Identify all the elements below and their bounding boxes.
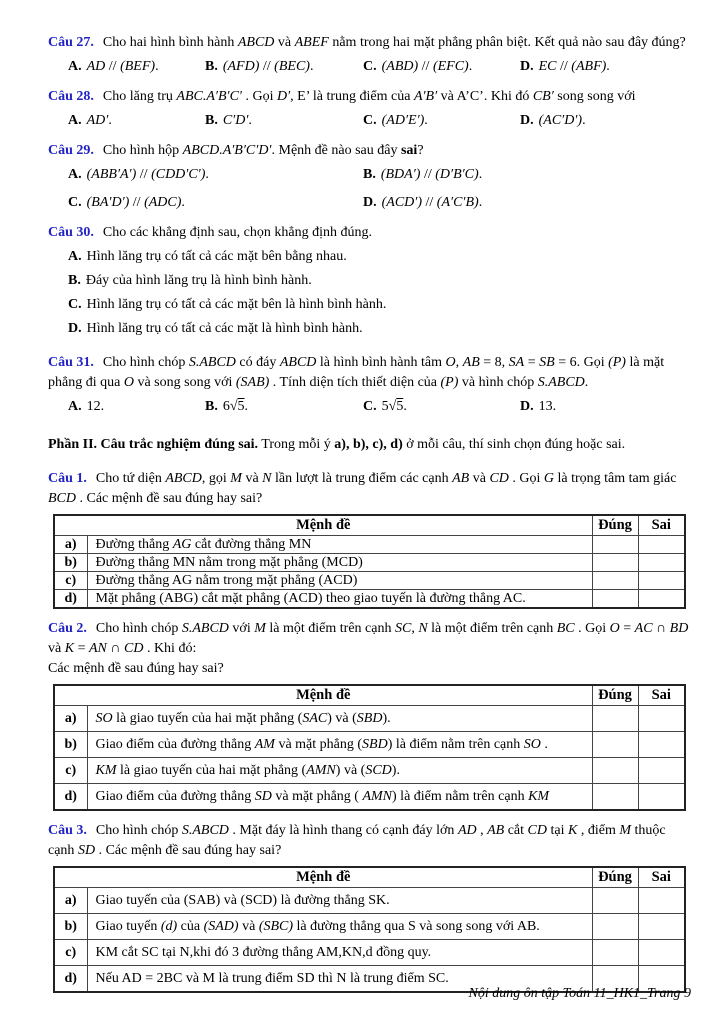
- question-29-body: [48, 141, 690, 161]
- option-d-key: D.: [68, 321, 82, 336]
- question-29: [48, 141, 690, 213]
- table-row-d: [54, 784, 685, 811]
- row-statement: Giao điểm của đường thẳng AM và mặt phẳng (SBD) là điểm nằm trên cạnh SO .: [87, 732, 592, 758]
- question-28-label: Câu 28.: [48, 89, 94, 104]
- col-header-dung: Đúng: [592, 685, 638, 706]
- option-b: [363, 165, 690, 185]
- tf-question-3: [48, 821, 690, 993]
- option-a: [68, 247, 690, 267]
- option-d-text: (AC′D′).: [538, 113, 586, 128]
- part2-header: Phần II. Câu trắc nghiệm đúng sai. Trong mỗi ý a), b), c), d) ở mỗi câu, thí sinh chọn đúng hoặc sai.: [48, 437, 626, 452]
- table-header-row: [54, 685, 685, 706]
- option-d: [520, 57, 690, 77]
- option-b-text: Đáy của hình lăng trụ là hình bình hành.: [85, 273, 312, 288]
- option-b: [205, 111, 363, 131]
- option-d: [520, 397, 690, 417]
- option-a-key: A.: [68, 113, 82, 128]
- tf-question-3-body: [48, 821, 690, 861]
- dung-answer-cell: [592, 758, 638, 784]
- sai-answer-cell: [638, 940, 685, 966]
- question-28-options: [68, 111, 690, 131]
- tf-question-3-label: Câu 3.: [48, 823, 87, 838]
- question-31: [48, 353, 690, 417]
- row-statement: Giao điểm của đường thẳng SD và mặt phẳng ( AMN) là điểm nằm trên cạnh KM: [87, 784, 592, 811]
- option-d-key: D.: [363, 195, 377, 210]
- question-27-body: [48, 33, 690, 53]
- option-b-key: B.: [363, 167, 376, 182]
- tf-question-1-text: Cho tứ diện ABCD, gọi M và N lần lượt là trung điểm các cạnh AB và CD . Gọi G là trọng tâm tam giác BCD . Các mệnh đề sau đúng hay sai?: [48, 471, 677, 506]
- row-key: b): [54, 732, 87, 758]
- table-row-d: [54, 590, 685, 609]
- dung-answer-cell: [592, 536, 638, 554]
- option-a-key: A.: [68, 59, 82, 74]
- option-c-text: Hình lăng trụ có tất cả các mặt bên là hình bình hành.: [86, 297, 387, 312]
- tf-table-3: [53, 866, 686, 993]
- row-statement: Nếu AD = 2BC và M là trung điểm SD thì N là trung điểm SC.: [87, 966, 592, 993]
- option-a: [68, 57, 205, 77]
- option-a-text: 12.: [86, 399, 105, 414]
- sai-answer-cell: [638, 572, 685, 590]
- dung-answer-cell: [592, 572, 638, 590]
- tf-question-1-label: Câu 1.: [48, 471, 87, 486]
- col-header-menh-de: Mệnh đề: [54, 685, 592, 706]
- table-row-b: [54, 554, 685, 572]
- option-b-key: B.: [205, 113, 218, 128]
- option-c: [68, 295, 690, 315]
- row-key: c): [54, 572, 87, 590]
- option-c-text: (ABD) // (EFC).: [381, 59, 473, 74]
- question-30-label: Câu 30.: [48, 225, 94, 240]
- question-31-label: Câu 31.: [48, 355, 94, 370]
- option-d-key: D.: [520, 59, 534, 74]
- option-d-key: D.: [520, 113, 534, 128]
- option-c: [363, 397, 520, 417]
- option-c-key: C.: [363, 399, 377, 414]
- row-key: c): [54, 940, 87, 966]
- dung-answer-cell: [592, 554, 638, 572]
- question-31-body: [48, 353, 690, 393]
- dung-answer-cell: [592, 732, 638, 758]
- table-row-a: [54, 536, 685, 554]
- option-c-key: C.: [363, 59, 377, 74]
- option-a-text: (ABB′A′) // (CDD′C′).: [86, 167, 209, 182]
- col-header-dung: Đúng: [592, 867, 638, 888]
- option-d: [520, 111, 690, 131]
- dung-answer-cell: [592, 784, 638, 811]
- row-key: a): [54, 706, 87, 732]
- tf-table-2: [53, 684, 686, 811]
- tf-question-2: [48, 619, 690, 811]
- option-b: [205, 397, 363, 417]
- question-28-body: [48, 87, 690, 107]
- sai-answer-cell: [638, 784, 685, 811]
- option-b-text: C′D′.: [222, 113, 252, 128]
- table-header-row: [54, 867, 685, 888]
- option-d: [363, 193, 690, 213]
- row-statement: SO là giao tuyến của hai mặt phẳng (SAC) và (SBD).: [87, 706, 592, 732]
- table-row-c: [54, 940, 685, 966]
- col-header-sai: Sai: [638, 867, 685, 888]
- option-c: [363, 57, 520, 77]
- page-footer: Nội dung ôn tập Toán 11_HK1_Trang 9: [468, 986, 691, 1001]
- question-28: [48, 87, 690, 131]
- table-row-c: [54, 758, 685, 784]
- row-key: c): [54, 758, 87, 784]
- row-key: d): [54, 966, 87, 993]
- table-row-b: [54, 914, 685, 940]
- question-27-options: [68, 57, 690, 77]
- row-key: a): [54, 536, 87, 554]
- question-29-label: Câu 29.: [48, 143, 94, 158]
- option-b: [205, 57, 363, 77]
- question-29-text: Cho hình hộp ABCD.A′B′C′D′. Mệnh đề nào sau đây sai?: [102, 143, 424, 158]
- row-statement: Mặt phẳng (ABG) cắt mặt phẳng (ACD) theo giao tuyến là đường thẳng AC.: [87, 590, 592, 609]
- row-statement: Giao tuyến của (SAB) và (SCD) là đường thẳng SK.: [87, 888, 592, 914]
- row-key: a): [54, 888, 87, 914]
- option-c: [363, 111, 520, 131]
- option-c-text: (AD′E′).: [381, 113, 428, 128]
- col-header-menh-de: Mệnh đề: [54, 867, 592, 888]
- option-b-text: 6√5.: [222, 399, 249, 414]
- sai-answer-cell: [638, 554, 685, 572]
- row-statement: Đường thẳng MN nằm trong mặt phẳng (MCD): [87, 554, 592, 572]
- option-a: [68, 165, 363, 185]
- question-31-options: [68, 397, 690, 417]
- row-key: d): [54, 590, 87, 609]
- option-a-key: A.: [68, 167, 82, 182]
- question-27-label: Câu 27.: [48, 35, 94, 50]
- option-a: [68, 397, 205, 417]
- option-d-text: Hình lăng trụ có tất cả các mặt là hình bình hành.: [86, 321, 363, 336]
- option-a-text: Hình lăng trụ có tất cả các mặt bên bằng nhau.: [86, 249, 347, 264]
- col-header-sai: Sai: [638, 515, 685, 536]
- row-statement: Giao tuyến (d) của (SAD) và (SBC) là đường thẳng qua S và song song với AB.: [87, 914, 592, 940]
- question-30-options: [68, 247, 690, 343]
- dung-answer-cell: [592, 914, 638, 940]
- sai-answer-cell: [638, 732, 685, 758]
- tf-table-1: [53, 514, 686, 609]
- row-key: d): [54, 784, 87, 811]
- question-30-text: Cho các khẳng định sau, chọn khẳng định đúng.: [102, 225, 372, 240]
- sai-answer-cell: [638, 914, 685, 940]
- dung-answer-cell: [592, 940, 638, 966]
- tf-question-2-text: Cho hình chóp S.ABCD với M là một điểm trên cạnh SC, N là một điểm trên cạnh BC . Gọi O = AC ∩ BD và K = AN ∩ CD . Khi đó:: [48, 621, 689, 656]
- table-header-row: [54, 515, 685, 536]
- tf-question-1: [48, 469, 690, 609]
- option-d: [68, 319, 690, 339]
- option-a-key: A.: [68, 399, 82, 414]
- question-29-options: [68, 165, 690, 213]
- tf-question-2-body: [48, 619, 690, 659]
- row-statement: KM là giao tuyến của hai mặt phẳng (AMN) và (SCD).: [87, 758, 592, 784]
- option-b-key: B.: [68, 273, 81, 288]
- option-d-text: EC // (ABF).: [538, 59, 610, 74]
- option-c-text: (BA′D′) // (ADC).: [86, 195, 185, 210]
- option-b-text: (AFD) // (BEC).: [222, 59, 314, 74]
- sai-answer-cell: [638, 758, 685, 784]
- option-c-key: C.: [68, 297, 82, 312]
- question-27-text: Cho hai hình bình hành ABCD và ABEF nằm trong hai mặt phẳng phân biệt. Kết quả nào sau đây đúng?: [102, 35, 686, 50]
- row-key: b): [54, 914, 87, 940]
- question-30-body: [48, 223, 690, 243]
- row-statement: Đường thẳng AG nằm trong mặt phẳng (ACD): [87, 572, 592, 590]
- col-header-dung: Đúng: [592, 515, 638, 536]
- dung-answer-cell: [592, 888, 638, 914]
- option-d-text: 13.: [538, 399, 557, 414]
- option-c-text: 5√5.: [381, 399, 407, 414]
- sai-answer-cell: [638, 706, 685, 732]
- table-row-c: [54, 572, 685, 590]
- option-c: [68, 193, 363, 213]
- table-row-a: [54, 706, 685, 732]
- table-row-a: [54, 888, 685, 914]
- row-key: b): [54, 554, 87, 572]
- option-a-key: A.: [68, 249, 82, 264]
- option-b: [68, 271, 690, 291]
- option-d-key: D.: [520, 399, 534, 414]
- sai-answer-cell: [638, 536, 685, 554]
- tf-question-1-body: [48, 469, 690, 509]
- tf-question-3-text: Cho hình chóp S.ABCD . Mặt đáy là hình thang có cạnh đáy lớn AD , AB cắt CD tại K , điểm M thuộc cạnh SD . Các mệnh đề sau đúng hay sai?: [48, 823, 666, 858]
- table-row-b: [54, 732, 685, 758]
- option-b-key: B.: [205, 399, 218, 414]
- question-31-text: Cho hình chóp S.ABCD có đáy ABCD là hình bình hành tâm O, AB = 8, SA = SB = 6. Gọi (P) là mặt phẳng đi qua O và song song với (SAB) . Tính diện tích thiết diện của (P) và hình chóp S.ABCD.: [48, 355, 665, 390]
- option-a-text: AD′.: [86, 113, 112, 128]
- sai-answer-cell: [638, 888, 685, 914]
- question-28-text: Cho lăng trụ ABC.A′B′C′ . Gọi D′, E’ là trung điểm của A′B′ và A’C’. Khi đó CB′ song song với: [102, 89, 636, 104]
- col-header-sai: Sai: [638, 685, 685, 706]
- row-statement: Đường thẳng AG cắt đường thẳng MN: [87, 536, 592, 554]
- option-b-text: (BDA′) // (D′B′C).: [380, 167, 483, 182]
- col-header-menh-de: Mệnh đề: [54, 515, 592, 536]
- option-b-key: B.: [205, 59, 218, 74]
- dung-answer-cell: [592, 590, 638, 609]
- option-a: [68, 111, 205, 131]
- row-statement: KM cắt SC tại N,khi đó 3 đường thẳng AM,KN,d đồng quy.: [87, 940, 592, 966]
- tf-question-2-prompt: Các mệnh đề sau đúng hay sai?: [48, 661, 224, 676]
- option-a-text: AD // (BEF).: [86, 59, 159, 74]
- option-d-text: (ACD′) // (A′C′B).: [381, 195, 483, 210]
- question-30: [48, 223, 690, 343]
- tf-question-2-label: Câu 2.: [48, 621, 87, 636]
- option-c-key: C.: [68, 195, 82, 210]
- sai-answer-cell: [638, 590, 685, 609]
- question-27: [48, 33, 690, 77]
- option-c-key: C.: [363, 113, 377, 128]
- dung-answer-cell: [592, 706, 638, 732]
